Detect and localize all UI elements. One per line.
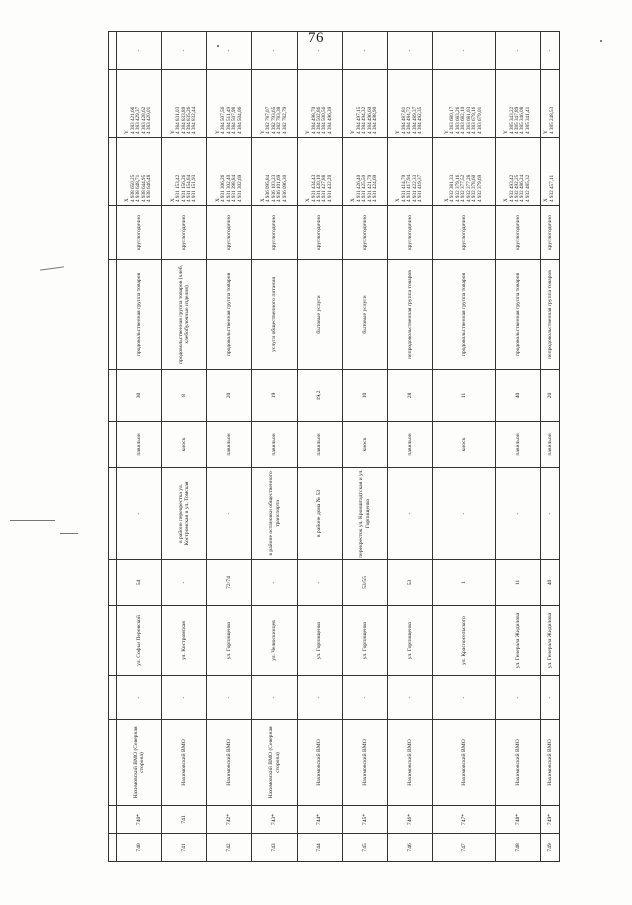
scan-mark (60, 533, 78, 534)
cell-area: 10 (342, 370, 387, 422)
cell-period: круглогодично (252, 206, 297, 260)
table-cell-empty (109, 560, 117, 606)
table-row (540, 32, 559, 862)
cell-house: 40 (540, 560, 559, 606)
scan-mark (40, 266, 64, 270)
cell-landmark: - (433, 468, 496, 560)
cell-street: ул. Горпищенко (297, 606, 342, 676)
table-cell-empty (109, 676, 117, 720)
cell-coords-x: X 4 938 650,25 4 938 648,71 4 938 644,95 4 938 646,48 (117, 138, 162, 206)
cell-area: 30 (117, 370, 162, 422)
cell-landmark: - (540, 468, 559, 560)
cell-no: 747 (433, 834, 496, 862)
cell-dash: - (117, 676, 162, 720)
margin-dot (600, 40, 602, 42)
cell-extra: - (540, 32, 559, 70)
cell-coords-y: Y 4 385 343,22 4 385 347,89 4 385 346,08 4 385 341,41 (495, 70, 540, 138)
cell-area: 40 (495, 370, 540, 422)
cell-code: 746* (387, 806, 432, 834)
cell-landmark: - (495, 468, 540, 560)
cell-extra: - (433, 32, 496, 70)
cell-landmark: в районе остановки общественного транспорта (252, 468, 297, 560)
table-row (207, 32, 252, 862)
table-cell-empty (109, 720, 117, 806)
cell-house: 53/55 (342, 560, 387, 606)
cell-dash: - (297, 676, 342, 720)
cell-area: 20 (540, 370, 559, 422)
cell-coords-y: Y 4 384 497,15 4 384 494,32 4 384 496,60 4 384 498,90 (342, 70, 387, 138)
cell-extra: - (297, 32, 342, 70)
cell-no: 743 (252, 834, 297, 862)
table-body (109, 32, 560, 862)
cell-street: ул. Костромская (162, 606, 207, 676)
cell-street: ул. Генерала Жидилова (495, 606, 540, 676)
cell-landmark: - (117, 468, 162, 560)
cell-area: 19 (252, 370, 297, 422)
cell-coords-x: X 4 932 493,42 4 932 492,25 4 932 486,24 4 932 485,32 (495, 138, 540, 206)
table-cell-empty (109, 606, 117, 676)
cell-extra: - (117, 32, 162, 70)
cell-house: 1 (433, 560, 496, 606)
cell-coords-y: Y 4 384 507,56 4 384 511,49 4 384 507,98 4 384 504,06 (207, 70, 252, 138)
cell-district: Нахимовский ВМО (387, 720, 432, 806)
cell-district: Нахимовский ВМО (495, 720, 540, 806)
cell-no: 746 (387, 834, 432, 862)
register-table (108, 31, 560, 862)
cell-extra: - (342, 32, 387, 70)
cell-code: 749* (540, 806, 559, 834)
table-top-strip (109, 32, 117, 862)
cell-area: 19,2 (297, 370, 342, 422)
cell-coords-x: X 4 932 381,33 4 932 379,16 4 932 377,52 4 932 377,28 4 932 378,60 4 932 379,69 (433, 138, 496, 206)
cell-no: 745 (342, 834, 387, 862)
cell-object-type: киоск (162, 422, 207, 468)
cell-period: круглогодично (207, 206, 252, 260)
cell-dash: - (387, 676, 432, 720)
cell-object-type: павильон (387, 422, 432, 468)
cell-dash: - (252, 676, 297, 720)
cell-coords-y: Y 4 384 487,81 4 384 484,72 4 384 489,37 4 384 492,35 (387, 70, 432, 138)
cell-object-type: павильон (252, 422, 297, 468)
cell-street: ул. Горпищенко (387, 606, 432, 676)
cell-coords-x: X 4 931 414,70 4 931 417,94 4 931 422,33 4 931 419,37 (387, 138, 432, 206)
cell-specialization: продовольственная группа товаров (207, 260, 252, 370)
cell-house: 54 (117, 560, 162, 606)
cell-coords-y: Y 4 384 831,03 4 384 833,89 4 384 835,26 4 384 832,44 (162, 70, 207, 138)
cell-district: Нахимовский ВМО (207, 720, 252, 806)
cell-no: 744 (297, 834, 342, 862)
cell-landmark: в районе перекрестка ул. Костромская и ул. Томская (162, 468, 207, 560)
table-cell-empty (109, 806, 117, 834)
cell-no: 742 (207, 834, 252, 862)
cell-object-type: киоск (342, 422, 387, 468)
table-cell-empty (109, 834, 117, 862)
cell-dash: - (495, 676, 540, 720)
cell-dash: - (433, 676, 496, 720)
page-number: 76 (308, 30, 324, 46)
cell-district: Нахимовский ВМО (297, 720, 342, 806)
cell-street: ул. Челюскинцев (252, 606, 297, 676)
cell-coords-x: X 4 931 434,43 4 931 430,10 4 931 427,88 4 931 432,20 (297, 138, 342, 206)
cell-coords-x: X 4 931 153,42 4 931 156,26 4 931 154,84 4 931 151,93 (162, 138, 207, 206)
cell-period: круглогодично (117, 206, 162, 260)
cell-house: 53 (387, 560, 432, 606)
table-row (387, 32, 432, 862)
cell-landmark: - (387, 468, 432, 560)
cell-object-type: павильон (495, 422, 540, 468)
cell-district: Нахимовский ВМО (540, 720, 559, 806)
table-row (117, 32, 162, 862)
cell-street: ул. Красносельского (433, 606, 496, 676)
scan-mark (10, 520, 55, 521)
cell-specialization: продовольственная группа товаров (хлеб, хлебобулочные изделия) (162, 260, 207, 370)
table-cell-empty (109, 422, 117, 468)
cell-code: 741 (162, 806, 207, 834)
cell-period: круглогодично (387, 206, 432, 260)
cell-house: - (297, 560, 342, 606)
cell-house: 11 (495, 560, 540, 606)
cell-specialization: услуги общественного питания (252, 260, 297, 370)
cell-period: круглогодично (162, 206, 207, 260)
cell-extra: - (387, 32, 432, 70)
cell-specialization: непродовольственная группа товаров (540, 260, 559, 370)
cell-landmark: в районе дома № 53 (297, 468, 342, 560)
cell-area: 8 (162, 370, 207, 422)
table-row (252, 32, 297, 862)
cell-district: Нахимовский ВМО (Северная сторона) (117, 720, 162, 806)
cell-street: ул. Генерала Жидилова (540, 606, 559, 676)
cell-coords-y: Y 4 383 680,17 4 383 683,26 4 383 682,10 4 383 681,03 4 383 679,16 4 383 679,01 (433, 70, 496, 138)
cell-coords-y: Y 4 382 787,07 4 382 793,65 4 382 783,38 4 382 782,79 (252, 70, 297, 138)
cell-extra: - (207, 32, 252, 70)
cell-specialization: бытовые услуги (342, 260, 387, 370)
cell-coords-y: Y 4 383 421,66 4 383 429,37 4 383 428,62 4 383 420,01 (117, 70, 162, 138)
cell-coords-x: X 4 936 095,84 4 936 103,23 4 936 101,69 4 936 096,30 (252, 138, 297, 206)
cell-code: 740* (117, 806, 162, 834)
table-cell-empty (109, 138, 117, 206)
cell-street: ул. Горпищенко (207, 606, 252, 676)
cell-district: Нахимовский ВМО (342, 720, 387, 806)
table-cell-empty (109, 70, 117, 138)
cell-object-type: павильон (297, 422, 342, 468)
table-row (162, 32, 207, 862)
cell-object-type: павильон (117, 422, 162, 468)
cell-object-type: павильон (540, 422, 559, 468)
cell-dash: - (540, 676, 559, 720)
cell-street: ул. Горпищенко (342, 606, 387, 676)
cell-area: 11 (433, 370, 496, 422)
cell-landmark: перекресток ул. Кронштадтская и ул. Горпищенко (342, 468, 387, 560)
cell-street: ул. Софьи Перовской (117, 606, 162, 676)
cell-no: 748 (495, 834, 540, 862)
table-row (433, 32, 496, 862)
cell-coords-x: X 4 931 306,26 4 931 302,40 4 931 298,84 4 931 302,69 (207, 138, 252, 206)
cell-district: Нахимовский ВМО (Северная сторона) (252, 720, 297, 806)
cell-dash: - (207, 676, 252, 720)
cell-no: 749 (540, 834, 559, 862)
cell-period: круглогодично (495, 206, 540, 260)
cell-house: - (252, 560, 297, 606)
table-cell-empty (109, 260, 117, 370)
cell-object-type: киоск (433, 422, 496, 468)
cell-code: 745* (342, 806, 387, 834)
table-row (297, 32, 342, 862)
table-row (495, 32, 540, 862)
cell-area: 20 (207, 370, 252, 422)
register-table-rotated (108, 49, 560, 862)
cell-coords-x: X 4 932 457,11 (540, 138, 559, 206)
cell-code: 748* (495, 806, 540, 834)
cell-period: круглогодично (540, 206, 559, 260)
cell-landmark: - (207, 468, 252, 560)
cell-code: 743* (252, 806, 297, 834)
cell-area: 28 (387, 370, 432, 422)
cell-extra: - (495, 32, 540, 70)
cell-specialization: продовольственная группа товаров (433, 260, 496, 370)
cell-code: 747* (433, 806, 496, 834)
cell-district: Нахимовский ВМО (433, 720, 496, 806)
cell-period: круглогодично (342, 206, 387, 260)
cell-extra: - (252, 32, 297, 70)
cell-dash: - (342, 676, 387, 720)
table-row (342, 32, 387, 862)
cell-dash: - (162, 676, 207, 720)
cell-coords-y: Y 4 385 248,53 (540, 70, 559, 138)
cell-district: Нахимовский ВМО (162, 720, 207, 806)
cell-code: 742* (207, 806, 252, 834)
cell-period: круглогодично (297, 206, 342, 260)
cell-house: - (162, 560, 207, 606)
cell-object-type: павильон (207, 422, 252, 468)
table-cell-empty (109, 370, 117, 422)
cell-specialization: непродовольственная группа товаров (387, 260, 432, 370)
cell-specialization: продовольственная группа товаров (117, 260, 162, 370)
cell-house: 72/74 (207, 560, 252, 606)
cell-coords-y: Y 4 384 498,70 4 384 502,86 4 384 500,56 4 384 496,39 (297, 70, 342, 138)
cell-no: 741 (162, 834, 207, 862)
cell-period: круглогодично (433, 206, 496, 260)
cell-extra: - (162, 32, 207, 70)
table-cell-empty (109, 468, 117, 560)
cell-specialization: продовольственная группа товаров (495, 260, 540, 370)
table-cell-empty (109, 32, 117, 70)
cell-code: 744* (297, 806, 342, 834)
cell-no: 740 (117, 834, 162, 862)
cell-specialization: бытовые услуги (297, 260, 342, 370)
cell-coords-x: X 4 931 426,40 4 931 425,50 4 931 421,79 4 931 424,69 (342, 138, 387, 206)
table-cell-empty (109, 206, 117, 260)
